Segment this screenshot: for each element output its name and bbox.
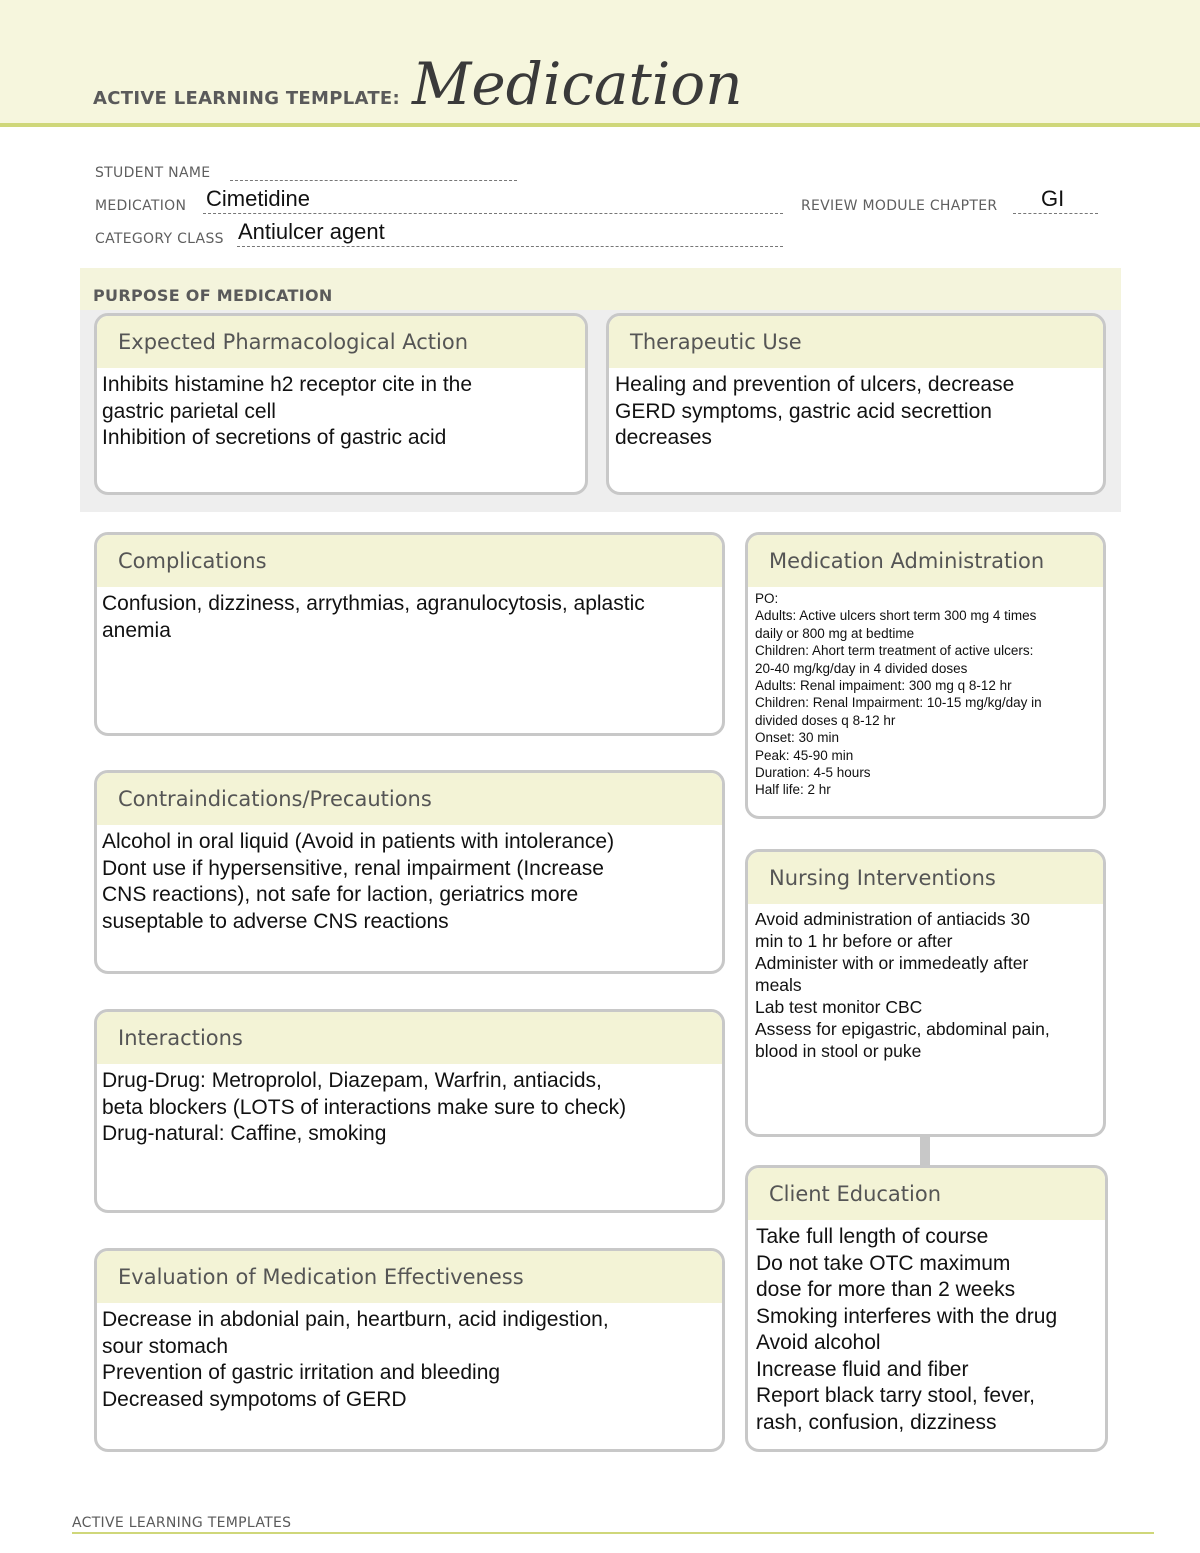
text-line: GERD symptoms, gastric acid secrettion bbox=[615, 399, 992, 423]
text-line: Avoid alcohol bbox=[756, 1331, 881, 1354]
client-education-title: Client Education bbox=[769, 1182, 942, 1206]
text-line: Lab test monitor CBC bbox=[755, 997, 923, 1017]
text-line: Assess for epigastric, abdominal pain, bbox=[755, 1019, 1050, 1039]
text-line: Drug-Drug: Metroprolol, Diazepam, Warfrin, antiacids, bbox=[102, 1069, 602, 1092]
administration-header bbox=[748, 535, 1103, 587]
text-line: Take full length of course bbox=[756, 1225, 989, 1248]
text-line: Inhibition of secretions of gastric acid bbox=[102, 426, 447, 449]
category-class-field-line bbox=[237, 246, 783, 247]
client-education-box bbox=[745, 1165, 1108, 1452]
interactions-header bbox=[97, 1012, 722, 1064]
text-line: meals bbox=[755, 975, 802, 995]
interactions-text[interactable] bbox=[97, 1064, 722, 1148]
medication-field[interactable]: Cimetidine bbox=[206, 186, 310, 211]
text-line: Inhibits histamine h2 receptor cite in the bbox=[102, 373, 473, 396]
text-line: decreases bbox=[615, 426, 712, 449]
administration-text[interactable] bbox=[748, 587, 1103, 799]
text-line: sour stomach bbox=[102, 1334, 229, 1358]
box-connector bbox=[920, 1136, 930, 1166]
medication-field-line bbox=[203, 213, 783, 214]
evaluation-box bbox=[94, 1248, 725, 1452]
text-line: daily or 800 mg at bedtime bbox=[755, 625, 915, 641]
text-line: Do not take OTC maximum bbox=[756, 1251, 1011, 1275]
text-line: Prevention of gastric irritation and bleeding bbox=[102, 1361, 501, 1384]
nursing-interventions-box bbox=[745, 849, 1106, 1137]
expected-action-text[interactable] bbox=[97, 368, 585, 452]
text-line: Healing and prevention of ulcers, decrease bbox=[615, 373, 1015, 396]
text-line: dose for more than 2 weeks bbox=[756, 1278, 1016, 1301]
text-line: Drug-natural: Caffine, smoking bbox=[102, 1122, 387, 1145]
text-line: Increase fluid and fiber bbox=[756, 1357, 969, 1381]
expected-action-box bbox=[94, 313, 588, 495]
text-line: Peak: 45-90 min bbox=[755, 747, 854, 763]
text-line: Children: Renal Impairment: 10-15 mg/kg/day in bbox=[755, 695, 1042, 711]
therapeutic-use-box bbox=[606, 313, 1106, 495]
text-line: suseptable to adverse CNS reactions bbox=[102, 909, 449, 933]
template-label: ACTIVE LEARNING TEMPLATE: bbox=[93, 88, 400, 109]
text-line: Smoking interferes with the drug bbox=[756, 1304, 1058, 1328]
expected-action-title: Expected Pharmacological Action bbox=[118, 330, 469, 354]
expected-action-header bbox=[97, 316, 585, 368]
student-name-field[interactable] bbox=[230, 180, 517, 181]
student-name-label: STUDENT NAME bbox=[95, 165, 211, 181]
text-line: Alcohol in oral liquid (Avoid in patients with intolerance) bbox=[102, 830, 615, 853]
client-education-text[interactable] bbox=[748, 1220, 1105, 1436]
evaluation-text[interactable] bbox=[97, 1303, 722, 1413]
text-line: anemia bbox=[102, 618, 171, 642]
category-class-label: CATEGORY CLASS bbox=[95, 231, 224, 247]
page-title: Medication bbox=[412, 50, 743, 118]
text-line: Dont use if hypersensitive, renal impairment (Increase bbox=[102, 856, 604, 880]
nursing-interventions-title: Nursing Interventions bbox=[769, 866, 996, 890]
therapeutic-use-header bbox=[609, 316, 1103, 368]
footer-divider bbox=[72, 1532, 1154, 1534]
contraindications-header bbox=[97, 773, 722, 825]
text-line: Adults: Renal impaiment: 300 mg q 8-12 hr bbox=[755, 678, 1012, 694]
text-line: Decreased sympotoms of GERD bbox=[102, 1387, 407, 1411]
administration-title: Medication Administration bbox=[769, 549, 1045, 573]
text-line: Decrease in abdonial pain, heartburn, acid indigestion, bbox=[102, 1308, 609, 1331]
footer-text: ACTIVE LEARNING TEMPLATES bbox=[72, 1515, 292, 1531]
complications-header bbox=[97, 535, 722, 587]
evaluation-header bbox=[97, 1251, 722, 1303]
text-line: Avoid administration of antiacids 30 bbox=[755, 909, 1030, 929]
text-line: Duration: 4-5 hours bbox=[755, 765, 871, 781]
text-line: CNS reactions), not safe for laction, geriatrics more bbox=[102, 883, 579, 906]
complications-title: Complications bbox=[118, 549, 267, 573]
contraindications-box bbox=[94, 770, 725, 974]
text-line: Half life: 2 hr bbox=[755, 782, 831, 798]
medication-label: MEDICATION bbox=[95, 198, 187, 214]
review-module-field-line bbox=[1013, 213, 1098, 214]
text-line: divided doses q 8-12 hr bbox=[755, 712, 896, 728]
text-line: rash, confusion, dizziness bbox=[756, 1410, 997, 1434]
text-line: beta blockers (LOTS of interactions make sure to check) bbox=[102, 1095, 627, 1119]
text-line: Adults: Active ulcers short term 300 mg 4 times bbox=[755, 608, 1037, 624]
text-line: 20-40 mg/kg/day in 4 divided doses bbox=[755, 660, 968, 676]
nursing-interventions-text[interactable] bbox=[748, 904, 1103, 1062]
contraindications-text[interactable] bbox=[97, 825, 722, 935]
therapeutic-use-title: Therapeutic Use bbox=[630, 330, 802, 354]
header-divider bbox=[0, 123, 1200, 127]
purpose-title: PURPOSE OF MEDICATION bbox=[93, 286, 333, 305]
interactions-box bbox=[94, 1009, 725, 1213]
complications-box bbox=[94, 532, 725, 736]
client-education-header bbox=[748, 1168, 1105, 1220]
text-line: Onset: 30 min bbox=[755, 730, 840, 746]
complications-text[interactable] bbox=[97, 587, 722, 644]
text-line: Confusion, dizziness, arrythmias, agranulocytosis, aplastic bbox=[102, 592, 645, 615]
interactions-title: Interactions bbox=[118, 1026, 243, 1050]
text-line: Report black tarry stool, fever, bbox=[756, 1384, 1035, 1407]
text-line: PO: bbox=[755, 591, 779, 606]
contraindications-title: Contraindications/Precautions bbox=[118, 787, 432, 811]
text-line: gastric parietal cell bbox=[102, 399, 276, 423]
text-line: blood in stool or puke bbox=[755, 1041, 922, 1061]
text-line: Children: Ahort term treatment of active ulcers: bbox=[755, 643, 1034, 659]
review-module-label: REVIEW MODULE CHAPTER bbox=[801, 198, 998, 214]
therapeutic-use-text[interactable] bbox=[609, 368, 1103, 452]
review-module-field[interactable]: GI bbox=[1041, 186, 1065, 211]
text-line: min to 1 hr before or after bbox=[755, 931, 953, 951]
evaluation-title: Evaluation of Medication Effectiveness bbox=[118, 1265, 524, 1289]
category-class-field[interactable]: Antiulcer agent bbox=[238, 219, 385, 244]
nursing-interventions-header bbox=[748, 852, 1103, 904]
text-line: Administer with or immedeatly after bbox=[755, 953, 1029, 973]
administration-box bbox=[745, 532, 1106, 819]
